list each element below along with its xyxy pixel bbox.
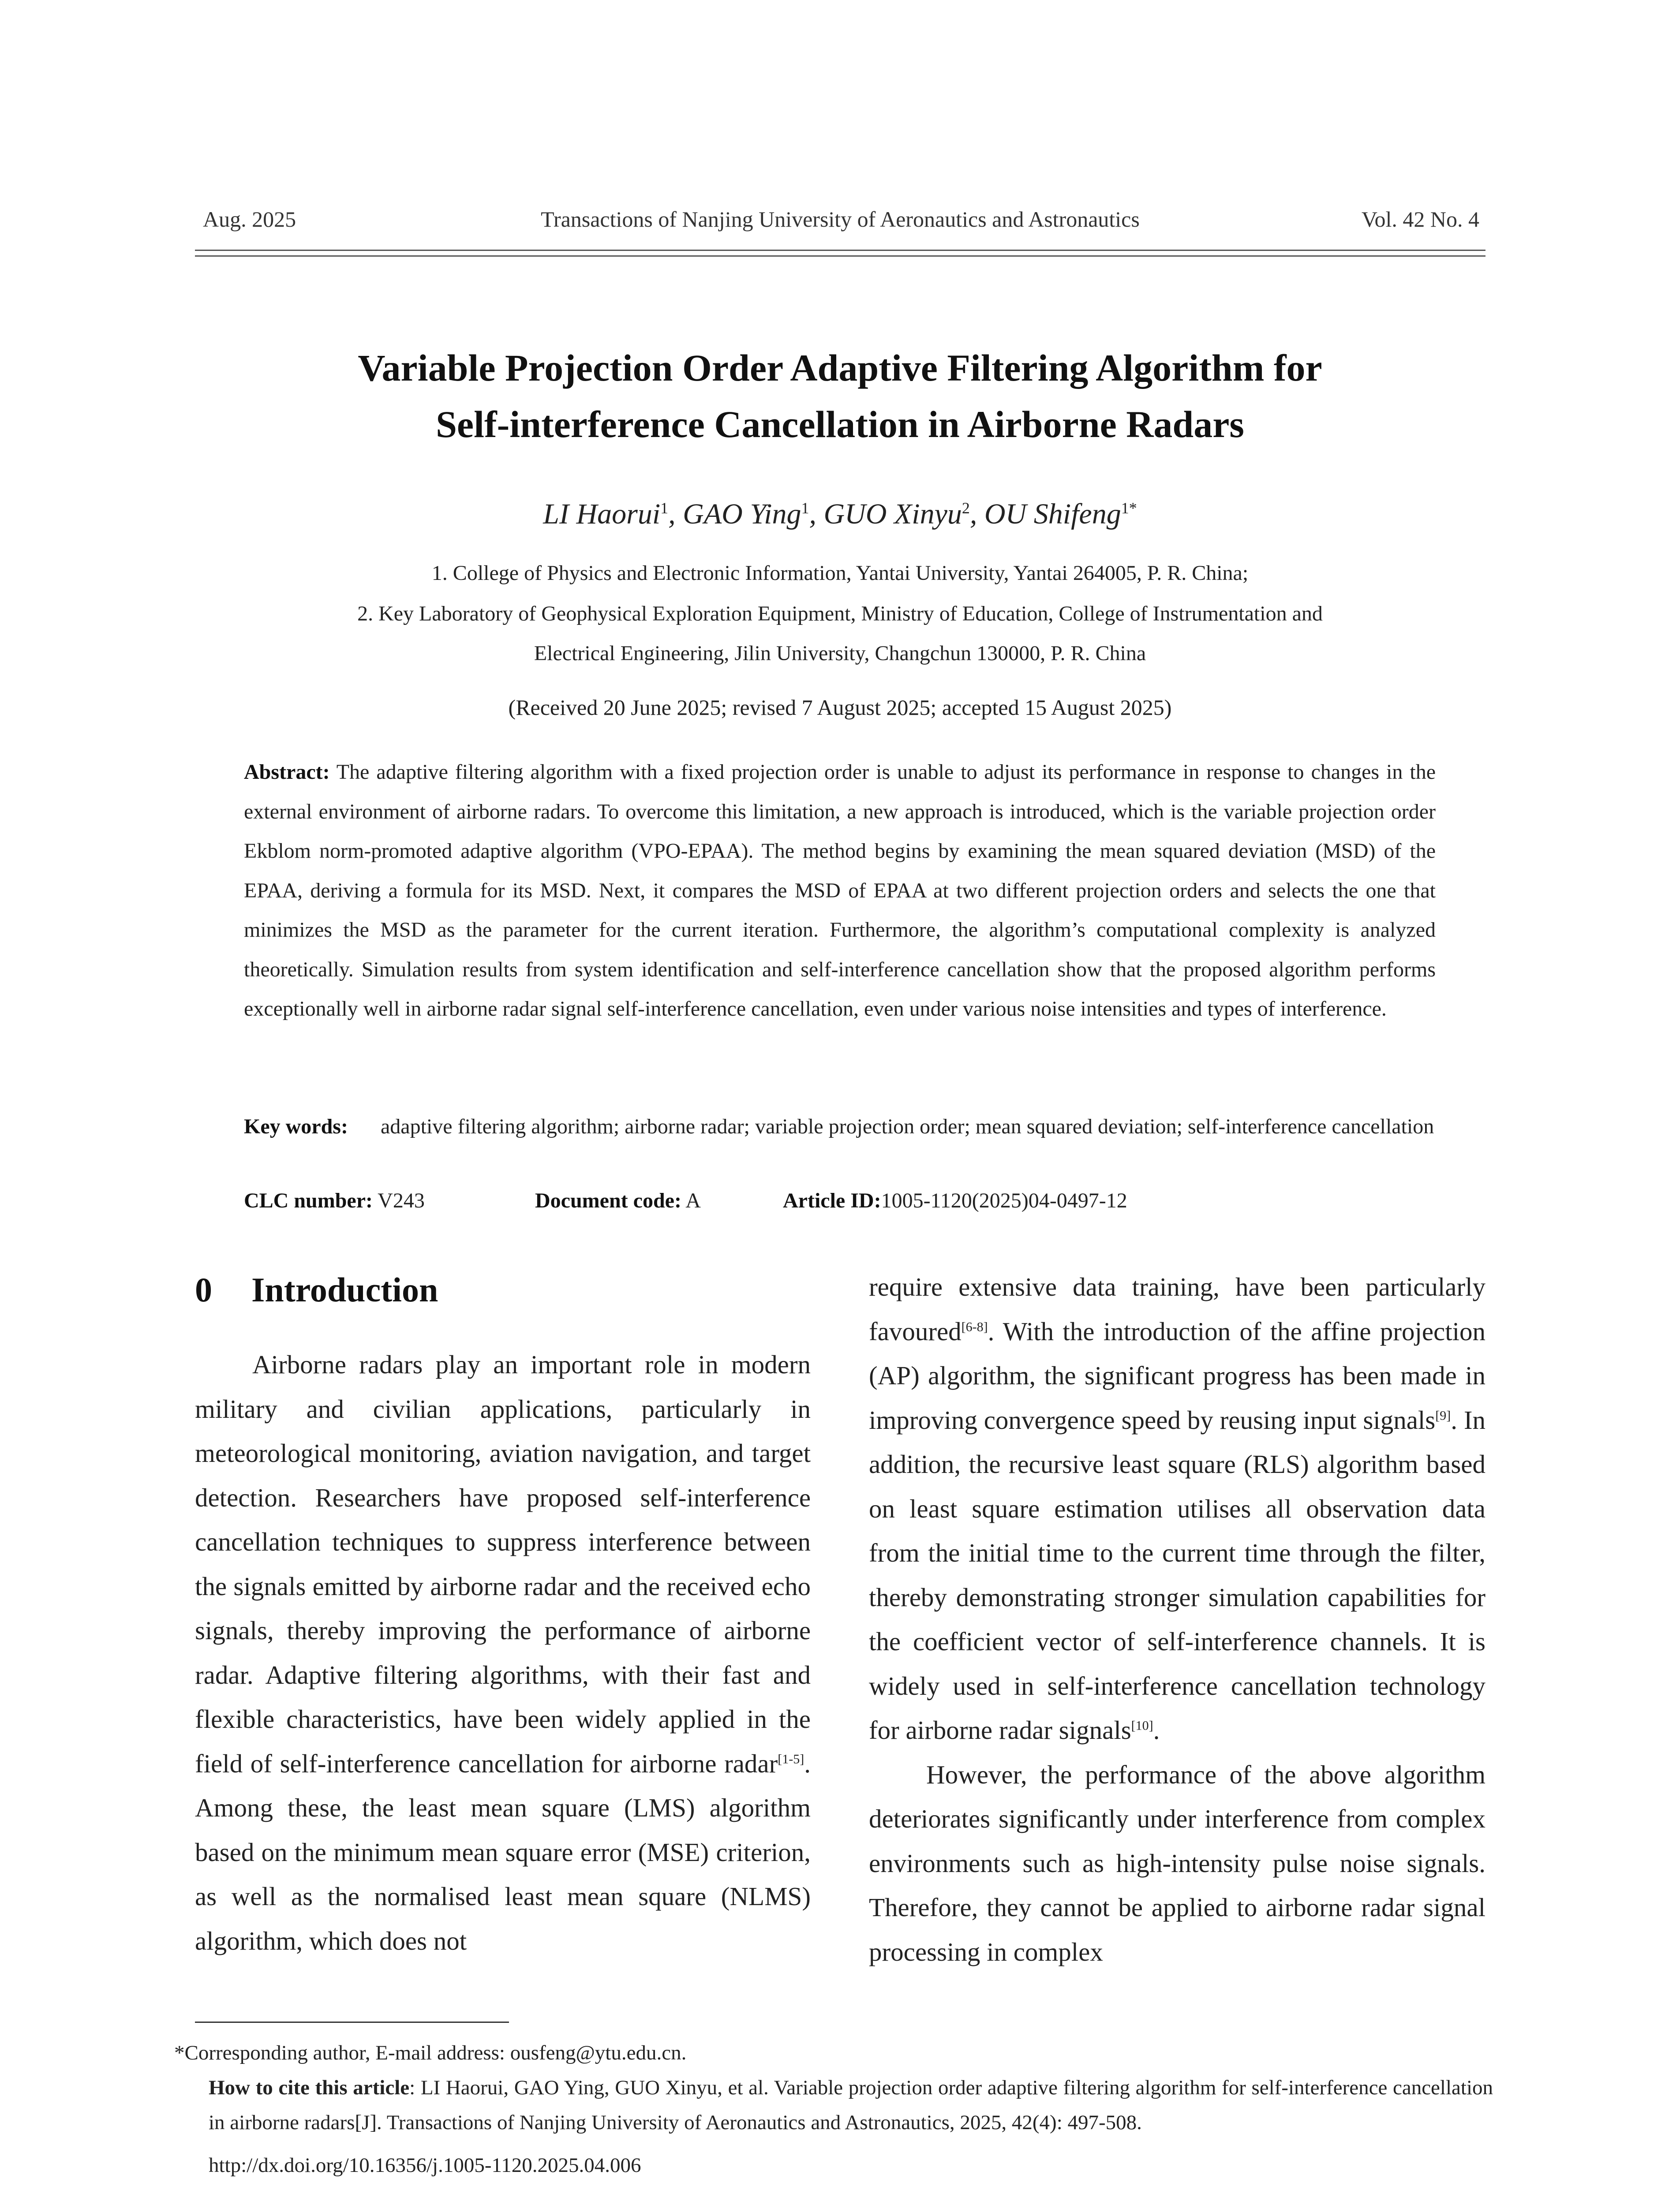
footnote-rule: [195, 2022, 509, 2023]
citation-ref[interactable]: [9]: [1435, 1408, 1451, 1423]
clc-number: CLC number: V243: [244, 1189, 425, 1212]
author-list: LI Haorui$^1$, GAO Ying$^1$, GUO Xinyu$^2$, OU Shifeng$^{1*}$: [543, 498, 1137, 530]
issue-date: Aug. 2025: [203, 207, 296, 232]
abstract-text: The adaptive filtering algorithm with a fixed projection order is unable to adjust its performance in response to changes in the external environment of airborne radars. To overcome this limitation, a new approach is introduced, which is the variable projection order Ekblom norm-promoted adaptive algorithm (VPO-EPAA). The method begins by examining the mean squared deviation (MSD) of the EPAA, deriving a formula for its MSD. Next, it compares the MSD of EPAA at two different projection orders and selects the one that minimizes the MSD as the parameter for the current iteration. Furthermore, the algorithm’s computational complexity is analyzed theoretically. Simulation results from system identification and self-interference cancellation show that the proposed algorithm performs exceptionally well in airborne radar signal self-interference cancellation, even under various noise intensities and types of interference.: [244, 760, 1436, 1020]
affiliation-2-cont: Electrical Engineering, Jilin University, Changchun 130000, P. R. China: [534, 642, 1146, 665]
doi-link[interactable]: http://dx.doi.org/10.16356/j.1005-1120.2025.04.006: [209, 2154, 641, 2177]
abstract-label: Abstract:: [244, 760, 330, 784]
citation-ref[interactable]: [10]: [1131, 1718, 1153, 1733]
section-heading: [195, 1270, 438, 1310]
running-header: [195, 206, 1485, 235]
title-line-2: Self-interference Cancellation in Airborne Radars: [436, 403, 1244, 445]
cite-label: How to cite this article: [209, 2076, 410, 2099]
cite-text: : LI Haorui, GAO Ying, GUO Xinyu, et al. Variable projection order adaptive filtering algorithm for self-interference cancellation in airborne radars[J]. Transactions of Nanjing University of Aeronautics and Astronautics, 2025, 42(4): 497-508.: [209, 2076, 1493, 2134]
header-rule-bottom: [195, 255, 1485, 257]
author-name: GAO Ying: [683, 498, 801, 530]
paragraph: require extensive data training, have been particularly favoured[6-8]. With the introduction of the affine projection (AP) algorithm, the significant progress has been made in improving convergence speed by reusing input signals[9]. In addition, the recursive least square (RLS) algorithm based on least square estimation utilises all observation data from the initial time to the current time through the filter, thereby demonstrating stronger simulation capabilities for the coefficient vector of self-interference channels. It is widely used in self-interference cancellation technology for airborne radar signals[10].: [869, 1272, 1485, 1745]
paragraph: Airborne radars play an important role in modern military and civilian applications, particularly in meteorological monitoring, aviation navigation, and target detection. Researchers have proposed self-interference cancellation techniques to suppress interference between the signals emitted by airborne radar and the received echo signals, thereby improving the performance of airborne radar. Adaptive filtering algorithms, with their fast and flexible characteristics, have been widely applied in the field of self-interference cancellation for airborne radar[1-5]. Among these, the least mean square (LMS) algorithm based on the minimum mean square error (MSE) criterion, as well as the normalised least mean square (NLMS) algorithm, which does not: [195, 1350, 811, 1955]
journal-name: Transactions of Nanjing University of Aeronautics and Astronautics: [541, 207, 1140, 232]
article-id: Article ID:1005-1120(2025)04-0497-12: [783, 1189, 1127, 1212]
footnotes: [174, 2036, 1493, 2183]
author-affil-mark: 1: [660, 499, 669, 517]
title-line-1: Variable Projection Order Adaptive Filtering Algorithm for: [358, 347, 1322, 389]
author-name: OU Shifeng: [984, 498, 1121, 530]
citation-ref[interactable]: [1-5]: [778, 1751, 804, 1766]
section-number: 0: [195, 1271, 212, 1309]
affiliation-1: 1. College of Physics and Electronic Information, Yantai University, Yantai 264005, P. R. China;: [431, 561, 1249, 585]
author-affil-mark: 1: [801, 499, 809, 517]
paper-title: [132, 340, 1548, 452]
author-affil-mark: 2: [962, 499, 970, 517]
left-column: [195, 1342, 811, 1963]
corresponding-author-note: *Corresponding author, E-mail address: ousfeng@ytu.edu.cn.: [174, 2041, 687, 2064]
keywords-text: adaptive filtering algorithm; airborne radar; variable projection order; mean squared deviation; self-interference cancellation: [381, 1115, 1434, 1138]
author-affil-mark: 1*: [1121, 499, 1137, 517]
affiliation-2: 2. Key Laboratory of Geophysical Exploration Equipment, Ministry of Education, College of Instrumentation and: [357, 602, 1323, 625]
right-column: [869, 1265, 1485, 1974]
how-to-cite: [174, 2070, 1493, 2140]
received-dates: (Received 20 June 2025; revised 7 August 2025; accepted 15 August 2025): [508, 695, 1172, 720]
volume-number: Vol. 42 No. 4: [1361, 207, 1479, 232]
document-code: Document code: A: [535, 1189, 701, 1212]
classification-line: [244, 1188, 1436, 1219]
keywords-label: Key words:: [244, 1115, 348, 1138]
header-rule-top: [195, 250, 1485, 251]
section-title: Introduction: [251, 1271, 438, 1309]
abstract: [244, 752, 1436, 1029]
author-name: LI Haorui: [543, 498, 661, 530]
author-name: GUO Xinyu: [823, 498, 962, 530]
citation-ref[interactable]: [6-8]: [961, 1319, 988, 1334]
paragraph: However, the performance of the above algorithm deteriorates significantly under interference from complex environments such as high-intensity pulse noise signals. Therefore, they cannot be applied to airborne radar signal processing in complex: [869, 1760, 1485, 1966]
